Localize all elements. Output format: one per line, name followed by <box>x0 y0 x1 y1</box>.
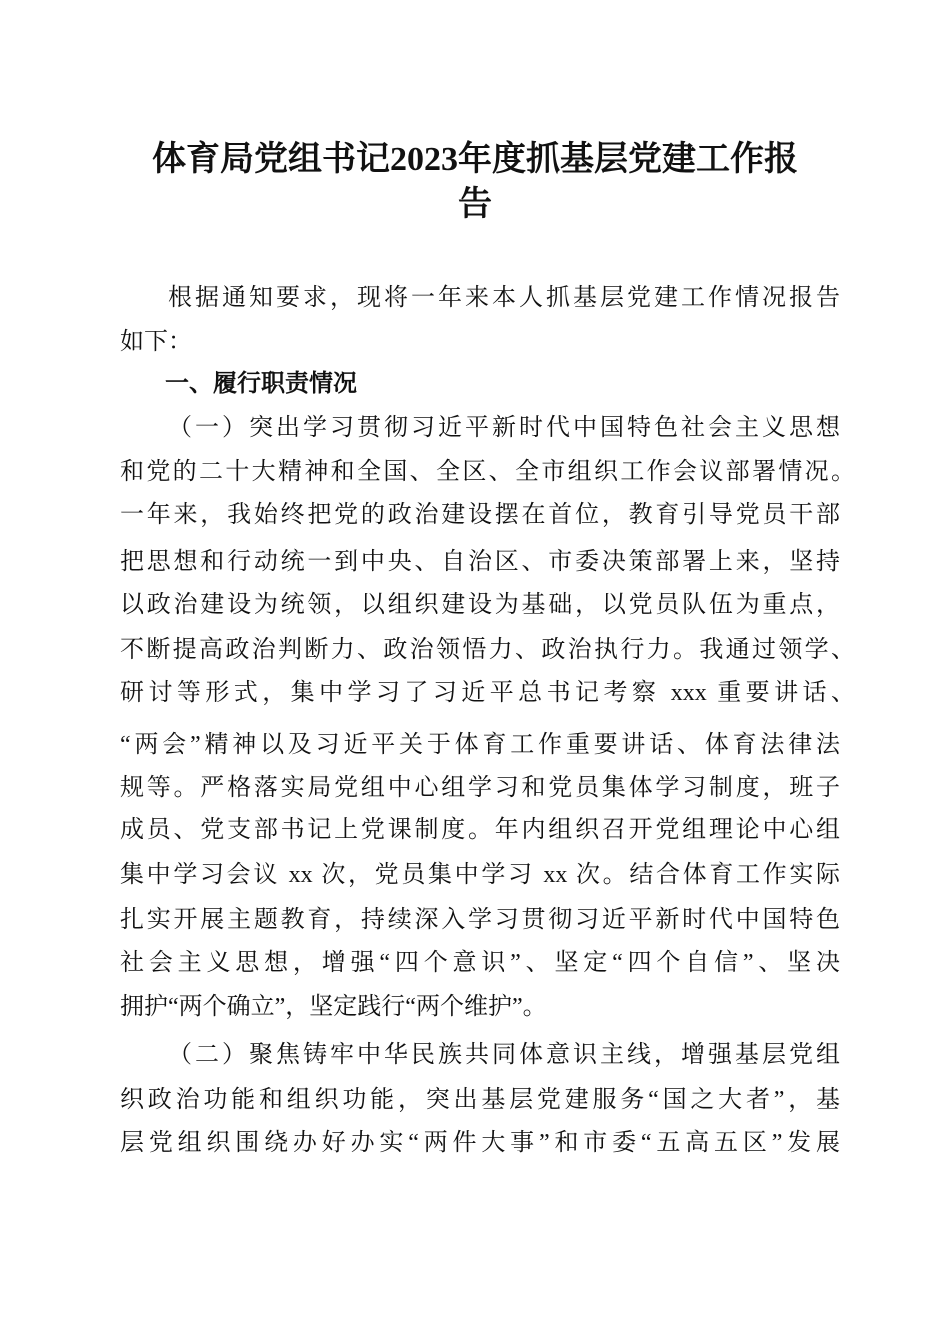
paragraph-line: 研讨等形式，集中学习了习近平总书记考察 xxx 重要讲话、 <box>120 680 855 706</box>
paragraph-line: 根据通知要求，现将一年来本人抓基层党建工作情况报告 <box>168 285 840 311</box>
title-line-1: 体育局党组书记2023年度抓基层党建工作报 <box>152 141 798 178</box>
paragraph-line: 和党的二十大精神和全国、全区、全市组织工作会议部署情况。 <box>120 459 855 485</box>
paragraph-line: 规等。严格落实局党组中心组学习和党员集体学习制度，班子 <box>120 775 840 801</box>
paragraph-line: （一）突出学习贯彻习近平新时代中国特色社会主义思想 <box>168 415 840 441</box>
paragraph-line: 如下： <box>120 329 192 355</box>
paragraph-line: 成员、党支部书记上党课制度。年内组织召开党组理论中心组 <box>120 817 840 843</box>
paragraph-line: 织政治功能和组织功能，突出基层党建服务“国之大者”，基 <box>120 1087 840 1113</box>
paragraph-line: 以政治建设为统领，以组织建设为基础，以党员队伍为重点， <box>120 592 840 618</box>
paragraph-line: 一年来，我始终把党的政治建设摆在首位，教育引导党员干部 <box>120 502 840 528</box>
paragraph-line: （二）聚焦铸牢中华民族共同体意识主线，增强基层党组 <box>168 1042 840 1068</box>
paragraph-line: 拥护“两个确立”，坚定践行“两个维护”。 <box>120 994 547 1020</box>
paragraph-line: 不断提高政治判断力、政治领悟力、政治执行力。我通过领学、 <box>120 637 855 663</box>
title-line-2: 告 <box>458 186 492 223</box>
paragraph-line: 层党组织围绕办好办实“两件大事”和市委“五高五区”发展 <box>120 1130 840 1156</box>
paragraph-line: “两会”精神以及习近平关于体育工作重要讲话、体育法律法 <box>120 732 840 758</box>
paragraph-line: 社会主义思想，增强“四个意识”、坚定“四个自信”、坚决 <box>120 950 840 976</box>
paragraph-line: 集中学习会议 xx 次，党员集中学习 xx 次。结合体育工作实际 <box>120 862 840 888</box>
paragraph-line: 把思想和行动统一到中央、自治区、市委决策部署上来，坚持 <box>120 549 840 575</box>
paragraph-line: 扎实开展主题教育，持续深入学习贯彻习近平新时代中国特色 <box>120 907 840 933</box>
section-heading: 一、履行职责情况 <box>165 371 357 397</box>
